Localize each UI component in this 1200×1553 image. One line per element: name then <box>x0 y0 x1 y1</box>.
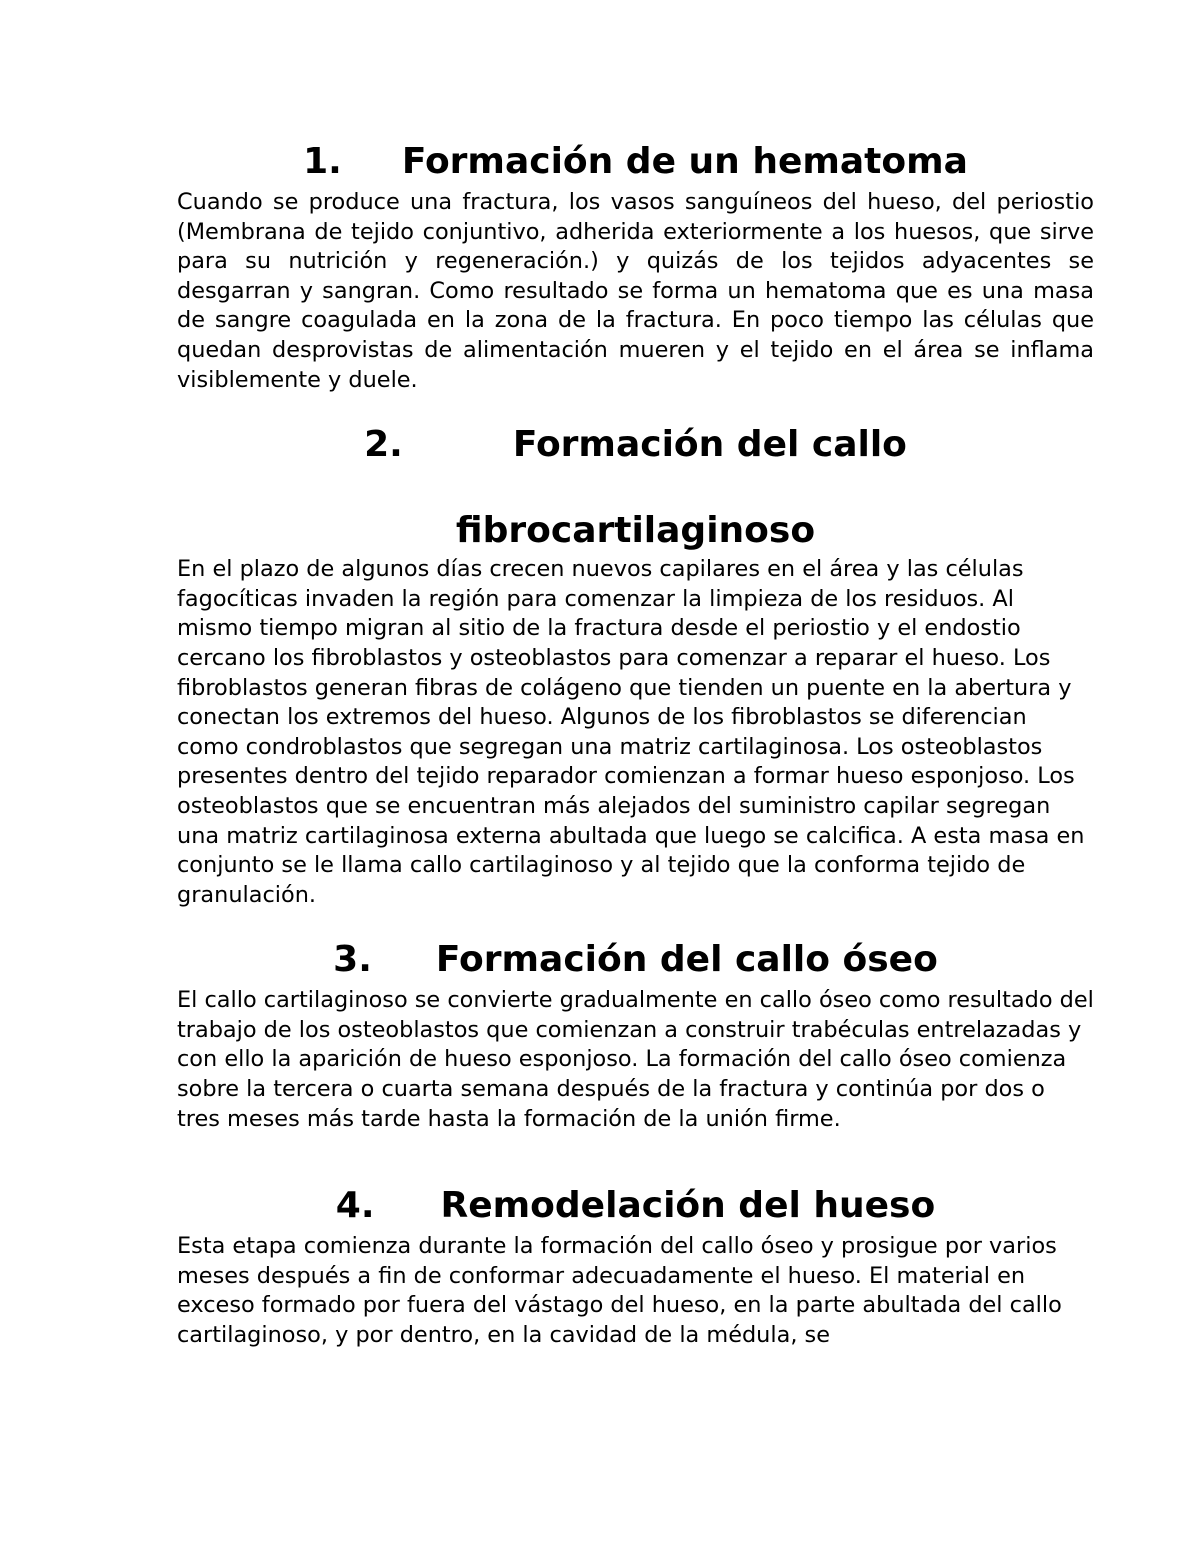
section-4-number: 4. <box>335 1185 375 1227</box>
section-1-title: Formación de un hematoma <box>401 141 968 182</box>
section-4-heading <box>177 1184 1094 1228</box>
section-1-number: 1. <box>303 141 342 182</box>
section-2-title: Formación del callo <box>512 424 907 466</box>
section-2-heading <box>177 423 1094 553</box>
section-1-heading <box>177 140 1094 184</box>
section-1-body: Cuando se produce una fractura, los vasos sanguíneos del hueso, del periostio (Membrana de tejido conjuntivo, adherida exteriormente a los huesos, que sirve para su nutrición y regeneración.) y quizás de los tejidos adyacentes se desgarran y sangran. Como resultado se forma un hematoma que es una masa de sangre coagulada en la zona de la fractura. En poco tiempo las células que quedan desprovistas de alimentación mueren y el tejido en el área se inflama visiblemente y duele. <box>177 189 1094 393</box>
section-2-title-line2: fibrocartilaginoso <box>455 510 816 552</box>
section-2-body: En el plazo de algunos días crecen nuevos capilares en el área y las células fagocíticas invaden la región para comenzar la limpieza de los residuos. Al mismo tiempo migran al sitio de la fractura desde el periostio y el endostio cercano los fibroblastos y osteoblastos para comenzar a reparar el hueso. Los fibroblastos generan fibras de colágeno que tienden un puente en la abertura y conectan los extremos del hueso. Algunos de los fibroblastos se diferencian como condroblastos que segregan una matriz cartilaginosa. Los osteoblastos presentes dentro del tejido reparador comienzan a formar hueso esponjoso. Los osteoblastos que se encuentran más alejados del suministro capilar segregan una matriz cartilaginosa externa abultada que luego se calcifica. A esta masa en conjunto se le llama callo cartilaginoso y al tejido que la conforma tejido de granulación. <box>177 556 1085 908</box>
document-page <box>177 140 1094 1351</box>
section-4-title: Remodelación del hueso <box>440 1185 936 1227</box>
section-3-number: 3. <box>333 939 372 981</box>
section-3-title: Formación del callo óseo <box>435 939 938 981</box>
section-3-body: El callo cartilaginoso se convierte gradualmente en callo óseo como resultado del trabajo de los osteoblastos que comienzan a construir trabéculas entrelazadas y con ello la aparición de hueso esponjoso. La formación del callo óseo comienza sobre la tercera o cuarta semana después de la fractura y continúa por dos o tres meses más tarde hasta la formación de la unión firme. <box>177 987 1094 1132</box>
section-2-number: 2. <box>364 424 403 466</box>
section-3-heading <box>177 938 1094 982</box>
section-4-body: Esta etapa comienza durante la formación del callo óseo y prosigue por varios meses después a fin de conformar adecuadamente el hueso. El material en exceso formado por fuera del vástago del hueso, en la parte abultada del callo cartilaginoso, y por dentro, en la cavidad de la médula, se <box>177 1233 1062 1349</box>
